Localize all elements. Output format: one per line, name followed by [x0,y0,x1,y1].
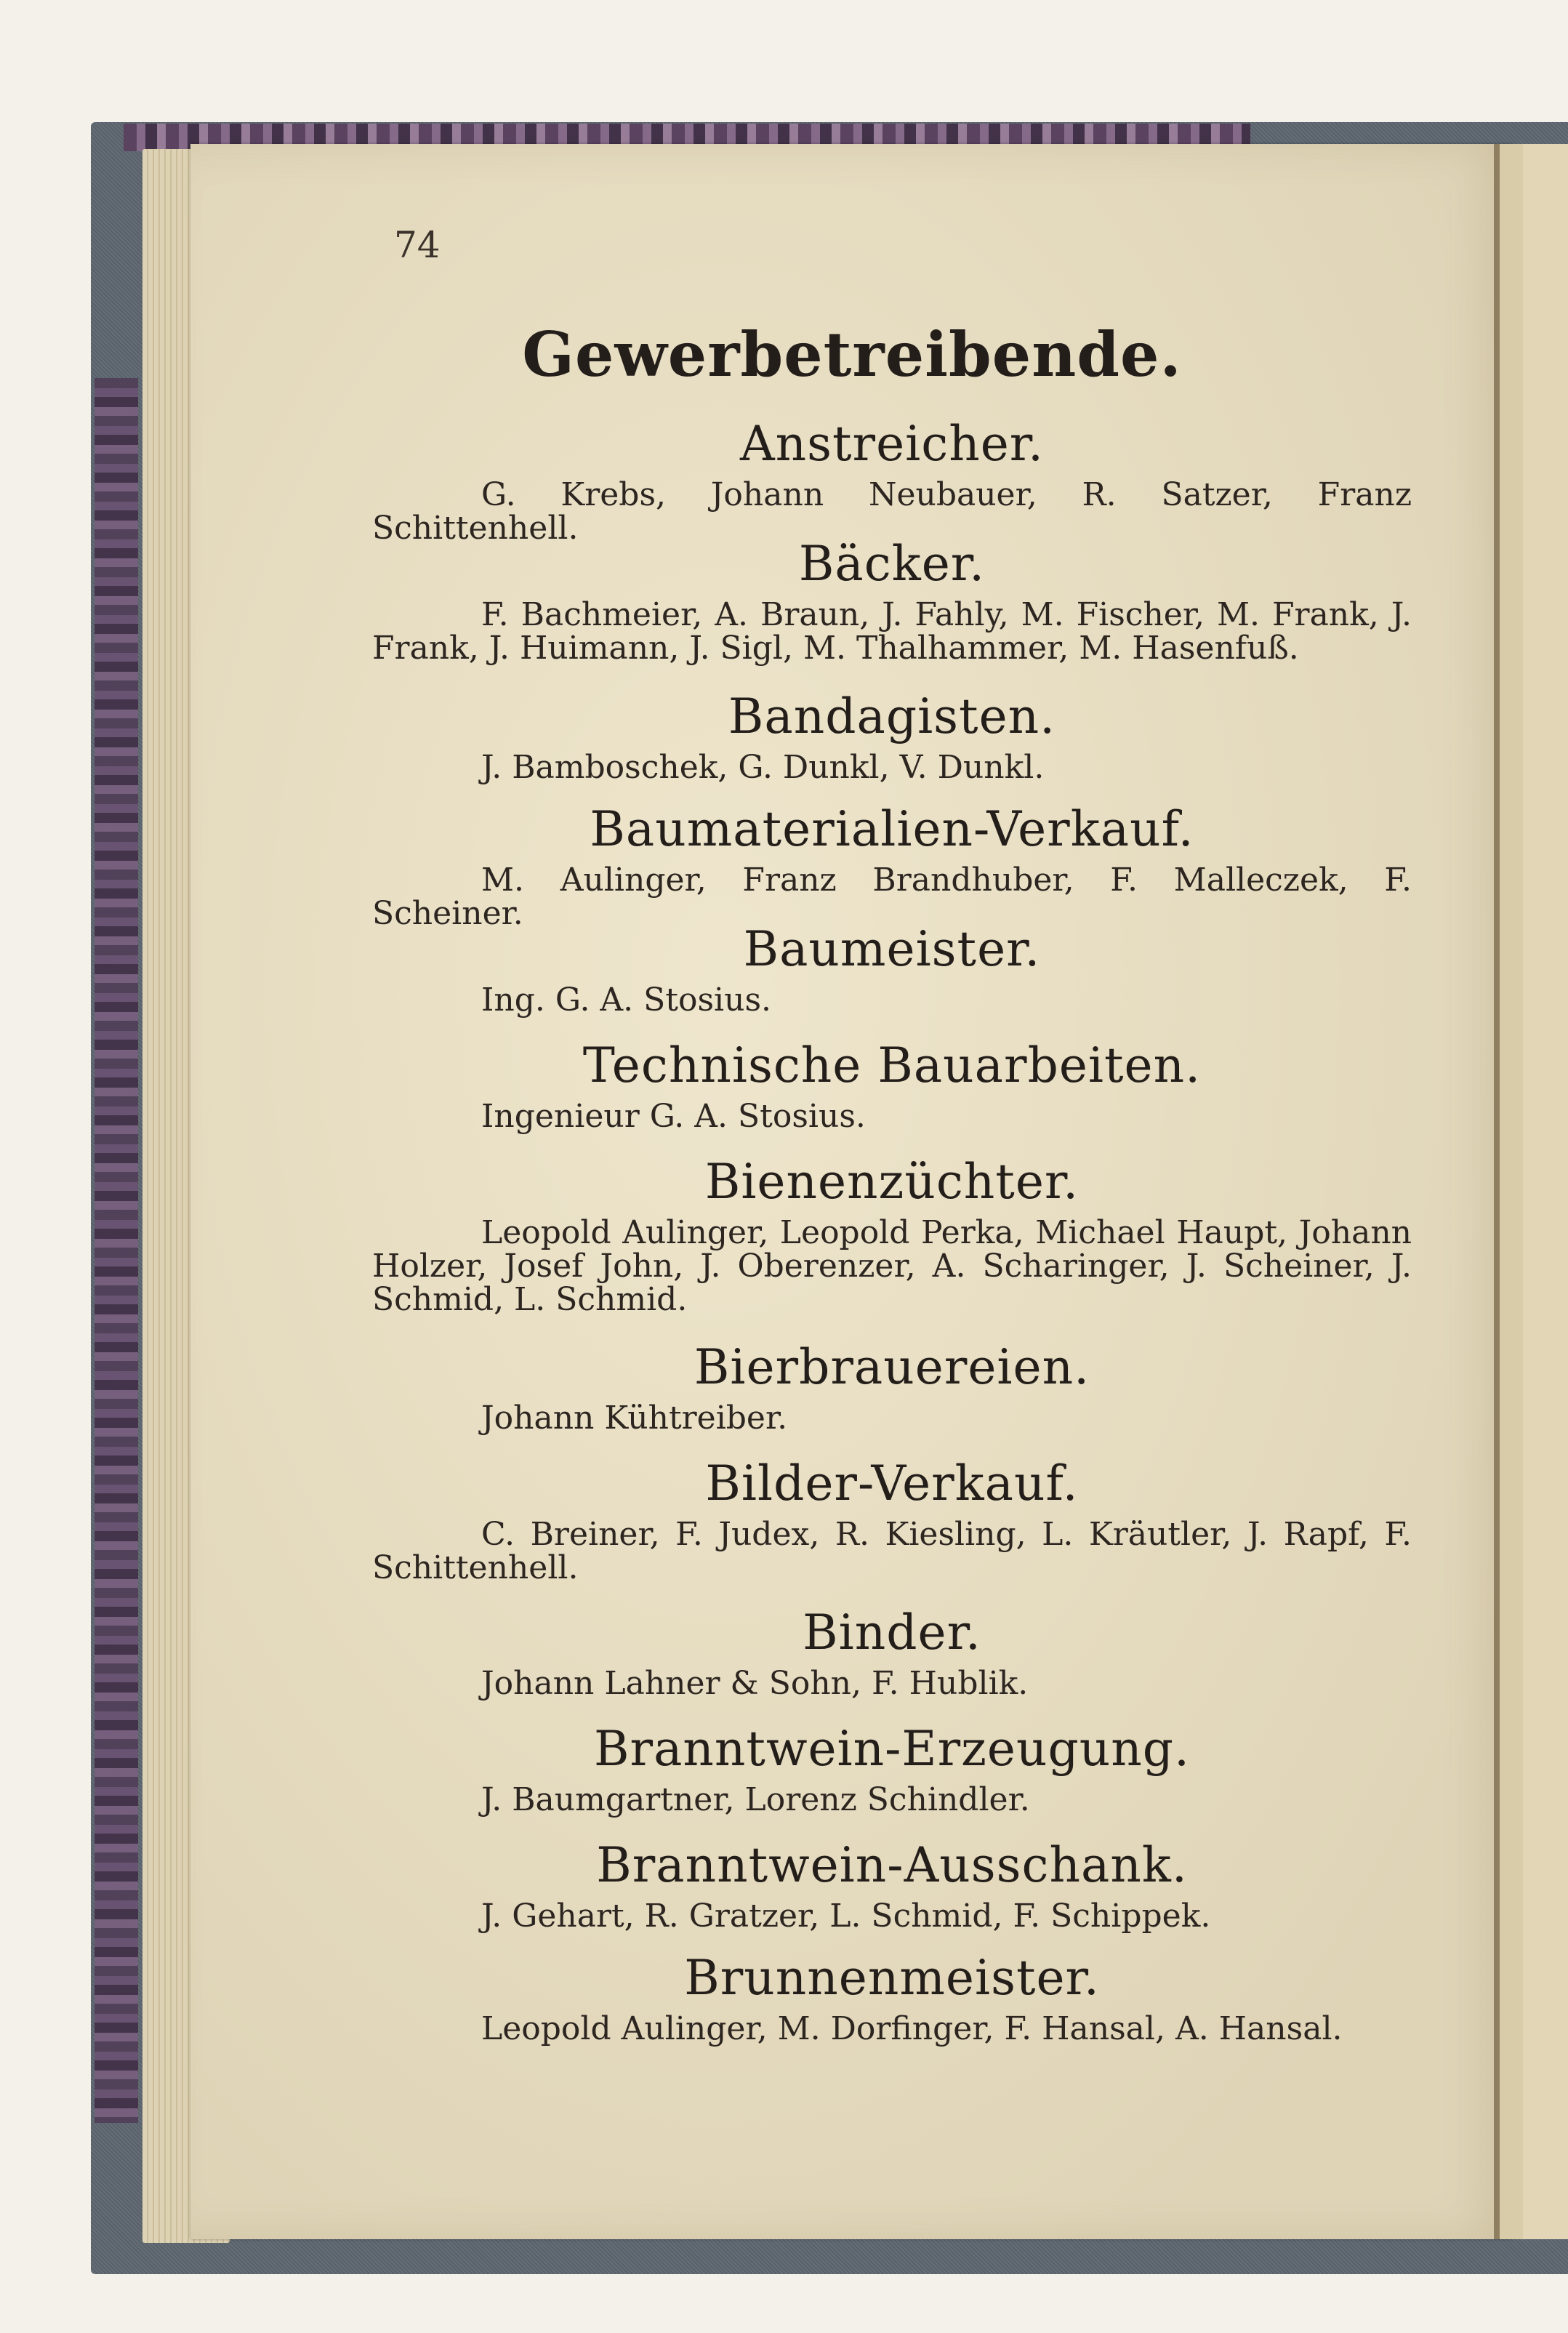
entry-bandagisten [372,688,1412,786]
entry-names: Johann Kühtreiber. [481,1400,788,1437]
entry-names: Leopold Aulinger, Leopold Perka, Michael Haupt, Johann Holzer, Josef John, J. Oberenzer, A. Scharinger, J. Scheiner, J. Schmid, L. Schmid. [372,1214,1412,1319]
entry-names: Ing. G. A. Stosius. [481,981,772,1019]
entry-names: G. Krebs, Johann Neubauer, R. Satzer, Franz Schittenhell. [372,476,1412,547]
entry-heading: Branntwein-Erzeugung. [594,1721,1190,1777]
entry-heading: Binder. [803,1605,981,1661]
entry-heading: Bilder-Verkauf. [705,1455,1079,1511]
entry-names: Ingenieur G. A. Stosius. [481,1098,866,1135]
entry-heading: Brunnenmeister. [684,1950,1100,2006]
entry-names: Leopold Aulinger, M. Dorfinger, F. Hansal, A. Hansal. [481,2010,1343,2047]
entry-heading: Bienenzüchter. [704,1154,1079,1210]
entry-bilder-verkauf [372,1455,1412,1587]
entry-heading: Baumaterialien-Verkauf. [590,801,1194,857]
entry-heading: Bäcker. [798,536,986,592]
page-title: Gewerbetreibende. [522,318,1182,390]
entry-bierbrauereien [372,1339,1412,1437]
entry-baecker [372,536,1412,667]
entry-anstreicher [372,416,1412,547]
entry-brunnenmeister [372,1950,1412,2047]
entry-baumaterialien [372,801,1412,933]
entry-heading: Branntwein-Ausschank. [596,1837,1188,1893]
entry-names: F. Bachmeier, A. Braun, J. Fahly, M. Fischer, M. Frank, J. Frank, J. Huimann, J. Sigl, M. Thalhammer, M. Hasenfuß. [372,596,1412,667]
entry-names: J. Baumgartner, Lorenz Schindler. [481,1781,1030,1818]
entry-binder [372,1605,1412,1702]
entry-names: J. Bamboschek, G. Dunkl, V. Dunkl. [481,749,1045,786]
entry-names: J. Gehart, R. Gratzer, L. Schmid, F. Schippek. [481,1898,1211,1935]
entry-names: M. Aulinger, Franz Brandhuber, F. Malleczek, F. Scheiner. [372,862,1412,933]
entry-branntwein-erzeugung [372,1721,1412,1818]
entry-names: Johann Lahner & Sohn, F. Hublik. [481,1665,1029,1702]
marbled-edge [95,378,138,2123]
entry-heading: Baumeister. [743,921,1041,977]
entry-heading: Technische Bauarbeiten. [582,1037,1202,1093]
entry-bienenzuechter [372,1154,1412,1319]
entry-branntwein-ausschank [372,1837,1412,1935]
page-content [190,144,1513,2239]
page-number: 74 [394,224,441,266]
entry-heading: Anstreicher. [739,416,1045,472]
entry-names: C. Breiner, F. Judex, R. Kiesling, L. Kräutler, J. Rapf, F. Schittenhell. [372,1516,1412,1587]
entry-heading: Bandagisten. [728,688,1056,744]
entry-technische-bauarbeiten [372,1037,1412,1135]
entry-baumeister [372,921,1412,1019]
entry-heading: Bierbrauereien. [693,1339,1090,1395]
